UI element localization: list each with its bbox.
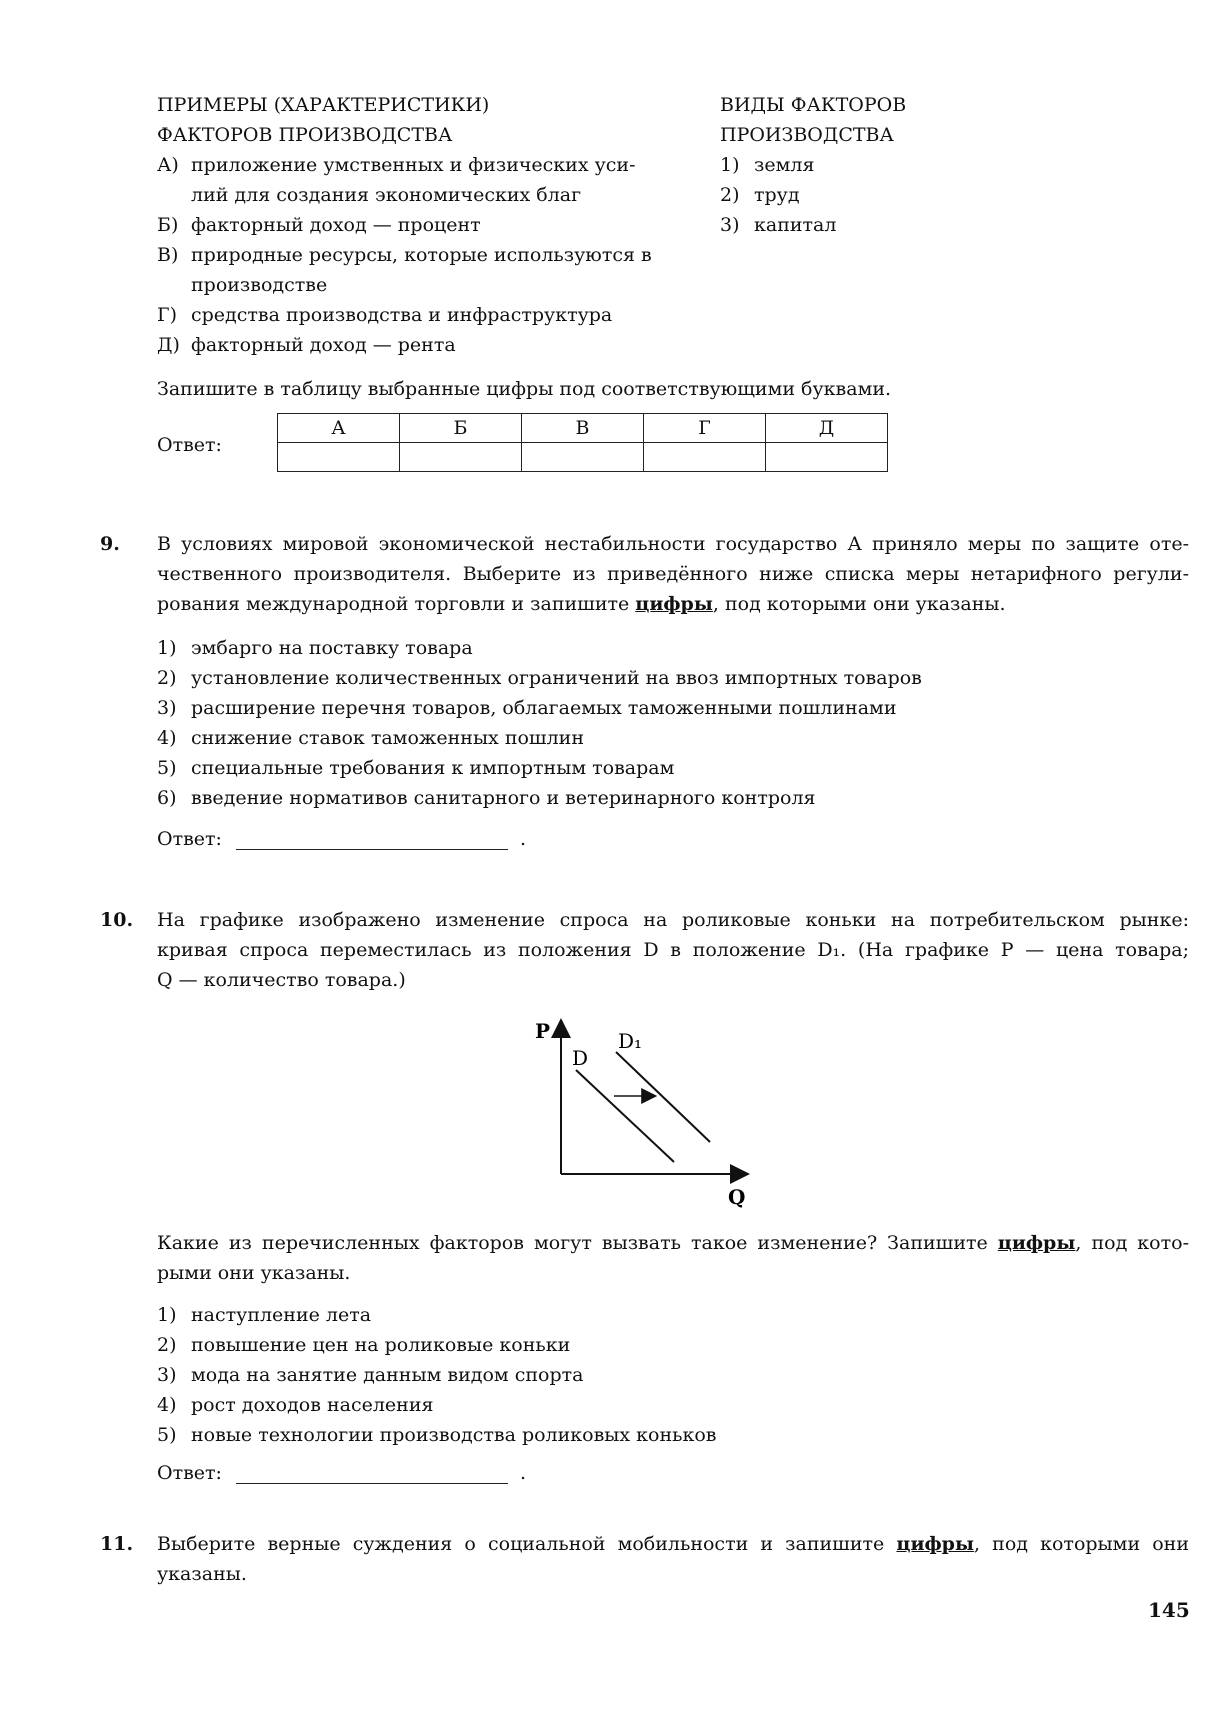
task10-answer — [157, 1462, 526, 1484]
task10-question-line2: рыми они указаны. — [157, 1262, 351, 1284]
answer-cell-v[interactable] — [522, 443, 644, 472]
task10-option-1: 1) наступление лета — [157, 1304, 372, 1326]
task10-option-3: 3) мода на занятие данным видом спорта — [157, 1364, 584, 1386]
task11-number: 11. — [100, 1533, 134, 1555]
demand-shift-graph — [530, 1010, 760, 1210]
demand-curve-d1 — [616, 1052, 710, 1142]
answer-table-header-v: В — [522, 414, 644, 443]
examples-column — [157, 90, 652, 360]
factor-1: 1) земля — [720, 154, 815, 176]
task10-option-5: 5) новые технологии производства роликовых коньков — [157, 1424, 717, 1446]
task10-option-4: 4) рост доходов населения — [157, 1394, 434, 1416]
task10-text-line2: кривая спроса переместилась из положения D в положение D₁. (На графике P — цена товара; — [157, 939, 1189, 961]
axis-label-p: P — [535, 1019, 551, 1043]
task10-option-2: 2) повышение цен на роликовые коньки — [157, 1334, 571, 1356]
answer-table-header-b: Б — [400, 414, 522, 443]
task9-answer-label: Ответ: — [157, 828, 222, 850]
task9-number: 9. — [100, 533, 120, 555]
answer-cell-b[interactable] — [400, 443, 522, 472]
task9-option-6: 6) введение нормативов санитарного и ветеринарного контроля — [157, 787, 816, 809]
answer-table-header-g: Г — [644, 414, 766, 443]
example-g: Г) средства производства и инфраструктура — [157, 304, 613, 326]
example-a: А) приложение умственных и физических уси- — [157, 154, 636, 176]
task10-answer-field[interactable] — [236, 1463, 508, 1484]
axis-label-q: Q — [728, 1185, 746, 1209]
factor-2: 2) труд — [720, 184, 800, 206]
demand-curve-d — [576, 1070, 674, 1162]
task10-number: 10. — [100, 909, 134, 931]
example-a-cont: лий для создания экономических благ — [191, 184, 582, 206]
task9-options — [157, 633, 922, 813]
curve-label-d: D — [572, 1046, 589, 1070]
example-v-cont: производстве — [191, 274, 328, 296]
answer-cell-d[interactable] — [766, 443, 888, 472]
task11-text — [157, 1529, 1189, 1589]
example-d: Д) факторный доход — рента — [157, 334, 456, 356]
page-number: 145 — [1148, 1598, 1190, 1622]
answer-table — [277, 413, 888, 472]
task9-option-5: 5) специальные требования к импортным товарам — [157, 757, 675, 779]
task10-text-line1: На графике изображено изменение спроса на роликовые коньки на потребительском рынке: — [157, 909, 1189, 931]
task10-answer-label: Ответ: — [157, 1462, 222, 1484]
answer-cell-a[interactable] — [278, 443, 400, 472]
curve-label-d1: D₁ — [618, 1029, 643, 1053]
task11-text-line1: Выберите верные суждения о социальной мобильности и запишите цифры, под которыми они — [157, 1533, 1190, 1555]
factors-column — [720, 90, 906, 240]
task10-options — [157, 1300, 717, 1450]
task9-option-2: 2) установление количественных ограничений на ввоз импортных товаров — [157, 667, 922, 689]
examples-heading-line1: ПРИМЕРЫ (ХАРАКТЕРИСТИКИ) — [157, 94, 490, 116]
task10-question-line1: Какие из перечисленных факторов могут вызвать такое изменение? Запишите цифры, под кото- — [157, 1232, 1189, 1254]
answer-cell-g[interactable] — [644, 443, 766, 472]
task9-option-4: 4) снижение ставок таможенных пошлин — [157, 727, 584, 749]
task9-answer — [157, 828, 526, 850]
factors-heading-line1: ВИДЫ ФАКТОРОВ — [720, 94, 907, 116]
factors-heading-line2: ПРОИЗВОДСТВА — [720, 124, 894, 146]
task9-option-3: 3) расширение перечня товаров, облагаемых таможенными пошлинами — [157, 697, 897, 719]
answer-table-header-a: А — [278, 414, 400, 443]
task9-text-line3: рования международной торговли и запишите цифры, под которыми они указаны. — [157, 593, 1006, 615]
task9-text — [157, 529, 1189, 619]
task9-text-line1: В условиях мировой экономической нестабильности государство А приняло меры по защите оте- — [157, 533, 1189, 555]
task10-text — [157, 905, 1189, 995]
example-v: В) природные ресурсы, которые используются в — [157, 244, 652, 266]
task10-answer-end: . — [519, 1462, 526, 1484]
factor-3: 3) капитал — [720, 214, 837, 236]
task10-question — [157, 1228, 1189, 1288]
example-b: Б) факторный доход — процент — [157, 214, 481, 236]
examples-heading-line2: ФАКТОРОВ ПРОИЗВОДСТВА — [157, 124, 453, 146]
task9-answer-field[interactable] — [236, 829, 508, 850]
task8-answer-label: Ответ: — [157, 434, 222, 456]
task8-instruction: Запишите в таблицу выбранные цифры под соответствующими буквами. — [157, 378, 892, 400]
task11-text-line2: указаны. — [157, 1563, 247, 1585]
answer-table-header-d: Д — [766, 414, 888, 443]
task9-option-1: 1) эмбарго на поставку товара — [157, 637, 473, 659]
task9-answer-end: . — [519, 828, 526, 850]
task10-text-line3: Q — количество товара.) — [157, 969, 406, 991]
task9-text-line2: чественного производителя. Выберите из приведённого ниже списка меры нетарифного регули- — [157, 563, 1189, 585]
